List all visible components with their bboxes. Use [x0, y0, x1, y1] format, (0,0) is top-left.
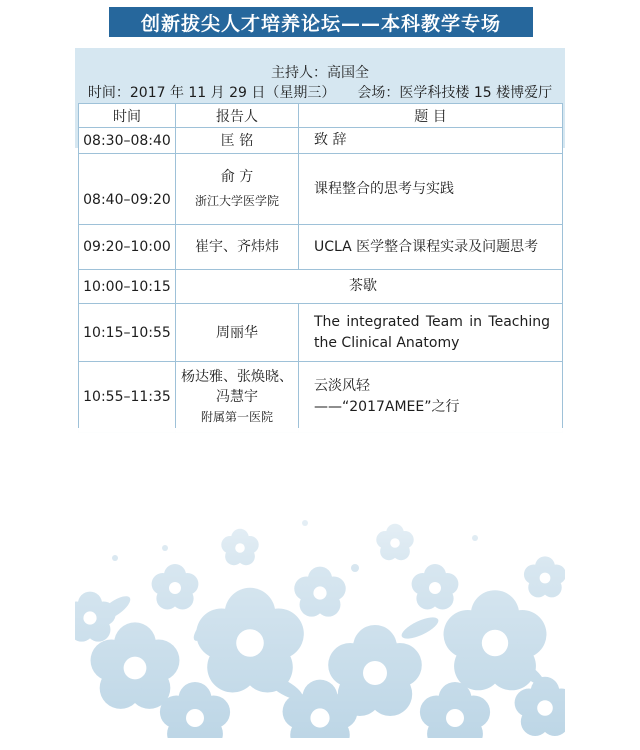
row-topic-line1: 云淡风轻	[314, 378, 370, 394]
col-header-topic: 题 目	[299, 104, 563, 128]
floral-decoration	[75, 428, 565, 738]
row-speaker-cell	[176, 154, 299, 225]
page-title: 创新拔尖人才培养论坛——本科教学专场	[109, 7, 533, 37]
row-topic-line1: The integrated Team in Teaching	[314, 313, 550, 330]
row-topic-line2: ——“2017AMEE”之行	[314, 399, 460, 415]
time-venue-line	[75, 82, 565, 102]
table-row-break	[79, 270, 563, 304]
row-speaker: 匡 铭	[176, 128, 299, 154]
row-speaker-cell	[176, 362, 299, 433]
row-time: 08:40–09:20	[79, 154, 176, 225]
col-header-time: 时间	[79, 104, 176, 128]
col-header-speaker: 报告人	[176, 104, 299, 128]
row-time: 10:00–10:15	[79, 270, 176, 304]
row-speaker-line1: 杨达雅、张焕晓、	[181, 369, 293, 385]
host-line: 主持人：高国全	[271, 65, 369, 81]
row-topic-break: 茶歇	[176, 270, 563, 304]
schedule-table	[78, 103, 563, 433]
table-row	[79, 362, 563, 433]
schedule-panel	[75, 48, 565, 738]
time-text: 时间：2017 年 11 月 29 日（星期三）	[87, 85, 336, 101]
table-row	[79, 304, 563, 362]
row-time: 10:55–11:35	[79, 362, 176, 433]
row-speaker-line2: 冯慧宇	[216, 389, 258, 405]
row-time: 09:20–10:00	[79, 225, 176, 270]
venue-text: 会场：医学科技楼 15 楼博爱厅	[357, 85, 553, 101]
row-speaker: 俞 方	[220, 169, 254, 185]
row-speaker: 周丽华	[176, 304, 299, 362]
row-affiliation: 浙江大学医学院	[194, 194, 279, 208]
row-time: 10:15–10:55	[79, 304, 176, 362]
row-affiliation: 附属第一医院	[200, 410, 273, 424]
row-topic: UCLA 医学整合课程实录及问题思考	[299, 225, 563, 270]
table-row	[79, 225, 563, 270]
row-topic: 致 辞	[299, 128, 563, 154]
row-topic-cell	[299, 362, 563, 433]
table-header-row	[79, 104, 563, 128]
row-topic-line2: the Clinical Anatomy	[314, 334, 460, 351]
schedule-table-wrap	[78, 103, 562, 433]
row-topic: 课程整合的思考与实践	[299, 154, 563, 225]
table-row	[79, 128, 563, 154]
table-row	[79, 154, 563, 225]
row-speaker: 崔宇、齐炜炜	[176, 225, 299, 270]
row-time: 08:30–08:40	[79, 128, 176, 154]
row-topic-cell	[299, 304, 563, 362]
